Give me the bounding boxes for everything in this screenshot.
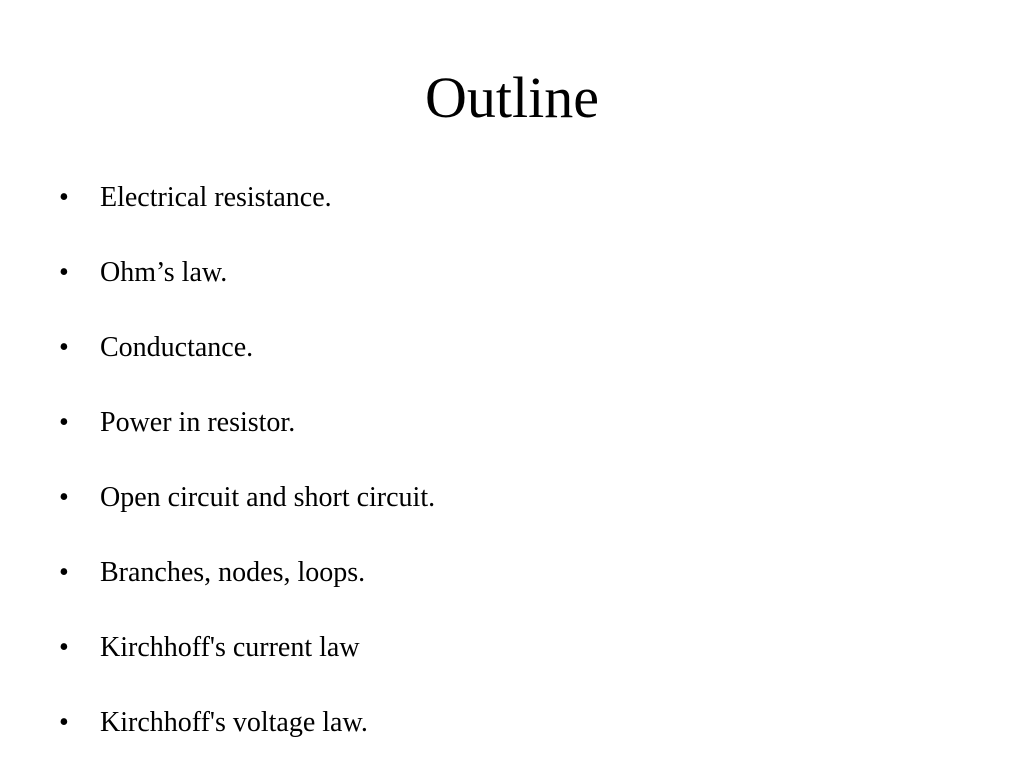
outline-item-text: Open circuit and short circuit.	[100, 482, 436, 513]
outline-item-text: Kirchhoff's voltage law.	[100, 707, 368, 738]
outline-item	[0, 701, 1024, 768]
bullet-icon: •	[59, 257, 69, 288]
bullet-icon: •	[59, 632, 69, 663]
outline-item	[0, 176, 1024, 251]
outline-item	[0, 251, 1024, 326]
bullet-icon: •	[59, 407, 69, 438]
bullet-icon: •	[59, 707, 69, 738]
outline-item-text: Ohm’s law.	[100, 257, 228, 288]
outline-item	[0, 326, 1024, 401]
outline-item	[0, 476, 1024, 551]
outline-item-text: Kirchhoff's current law	[100, 632, 360, 663]
bullet-icon: •	[59, 482, 69, 513]
outline-item-text: Electrical resistance.	[100, 182, 332, 213]
outline-item-text: Branches, nodes, loops.	[100, 557, 366, 588]
outline-item	[0, 551, 1024, 626]
bullet-icon: •	[59, 557, 69, 588]
outline-list	[0, 176, 1024, 768]
bullet-icon: •	[59, 182, 69, 213]
bullet-icon: •	[59, 332, 69, 363]
outline-item-text: Conductance.	[100, 332, 254, 363]
outline-item	[0, 626, 1024, 701]
outline-item-text: Power in resistor.	[100, 407, 296, 438]
outline-item	[0, 401, 1024, 476]
slide-title: Outline	[425, 65, 599, 130]
